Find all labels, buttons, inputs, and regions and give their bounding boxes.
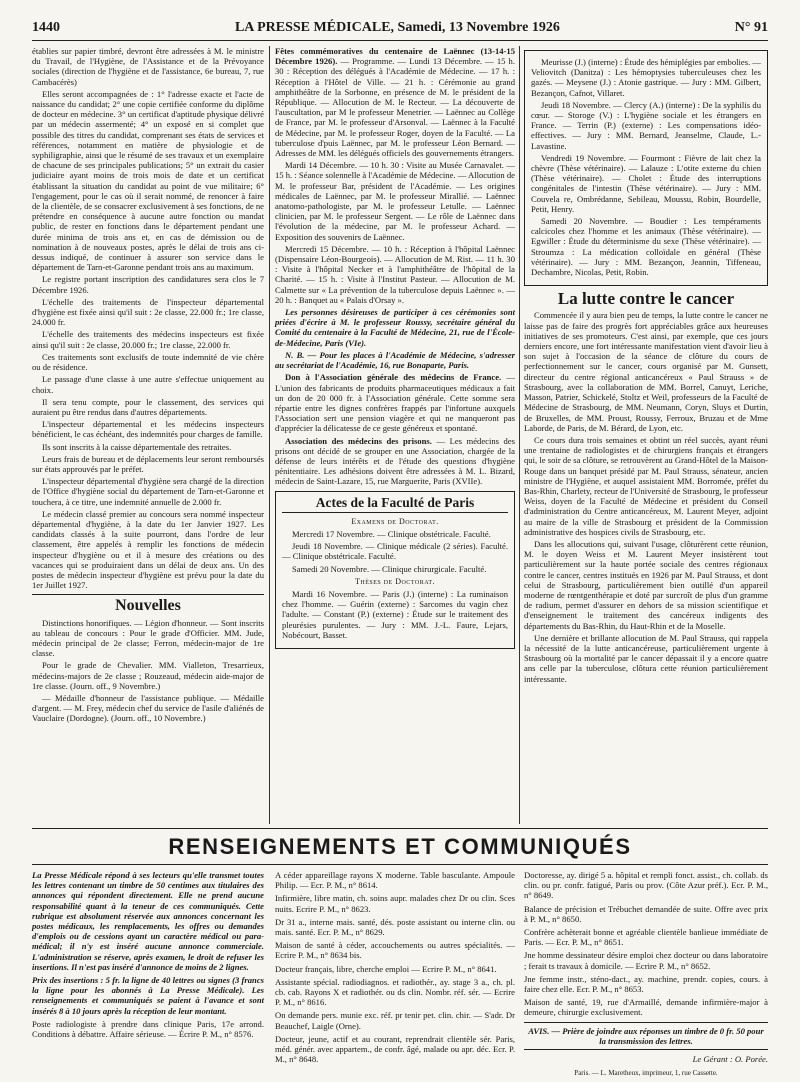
renseignements-column-2 (275, 870, 515, 1066)
nouvelle-item: Pour le grade de Chevalier. MM. Vialleton, Tresarrieux, médecins-majors de 2e classe ; Rouzeaud, médecin aide-major de 1re classe. (Journ. off., 9 Novembre.) (32, 660, 264, 691)
these-item: Mardi 16 Novembre. — Paris (J.) (interne) : La ruminaison chez l'homme. — Guérin (externe) : Sarcomes du vagin chez l'adulte. — Constant (P.) (externe) : Étude sur le traitement des pleurésies purulentes. — Jury : MM. J.-L. Faure, Lejars, Nobécourt, Basset. (282, 588, 508, 640)
don-body: — L'union des fabricants de produits pharmaceutiques médicaux a fait un don de 20 000 fr. à l'Association générale. Cette somme sera répartie entre les dignes confrères frappés par l'infortune auxquels l'Association sert une pension viagère et qui ne manqueront pas d'apprécier la délicatesse de ce geste généreux et spontané. (275, 372, 515, 434)
column-3 (524, 46, 768, 824)
column-2 (275, 46, 515, 824)
ad-item: Dr 31 a., interne mais. santé, dés. poste assistant ou interne clin. ou mais. santé. Ecr. P. M., n° 8629. (275, 916, 515, 938)
prisons-title: Association des médecins des prisons. (285, 435, 432, 446)
renseignements-column-1 (32, 870, 264, 1066)
prisons-body: — Les médecins des prisons ont décidé de se grouper en une Association, chargée de la défense de leurs intérêts et de l'étude des questions d'hygiène pénitentiaire. Les adhésions doivent être adressées à M. L. Bizard, médecin de Saint-Lazare, 15, rue Marguerite, Paris (XVIIe). (275, 435, 515, 487)
laennec-mercredi: Mercredi 15 Décembre. — 10 h. : Réception à l'hôpital Laënnec (Dispensaire Léon-Bourgeois). — Allocution de M. Rist. — 11 h. 30 : Visite à l'hôpital Necker et à l'amphithéâtre de l'hôpital de la Charité. — 15 h. : Visite à l'Institut Pasteur. — Allocution de M. Calmette sur « La prévention de la tuberculose depuis Laënnec ». — 20 h. : Banquet au « Palais d'Orsay ». (275, 243, 515, 305)
theses-continued-box (524, 50, 768, 286)
printer-imprint: Paris. — L. Maretheux, imprimeur, 1, rue Cassette. (574, 1069, 718, 1078)
actes-title: Actes de la Faculté de Paris (315, 494, 475, 510)
avis-notice: AVIS. — Prière de joindre aux réponses un timbre de 0 fr. 50 pour la transmission des lettres. (524, 1022, 768, 1050)
ad-item: Confrère achèterait bonne et agréable clientèle banlieue immédiate de Paris. — Ecr. P. M., n° 8651. (524, 927, 768, 948)
ad-item: Docteur, jeune, actif et au courant, reprendrait clientèle sér. Paris, méd. génér. avec appartem., de confr. âgé, malade ou apr. déc. Ecr. P. M., n° 8648. (275, 1033, 515, 1065)
these-item: Samedi 20 Novembre. — Boudier : Les tempéraments calcicoles chez l'homme et les animaux (Thèse vétérinaire). — Egwiller : Étude du déterminisme du sexe (Thèse vétérinaire). — Stroumza : La médication colloïdale en général (Thèse vétérinaire). — Jury : MM. Bezançon, Jeannin, Tiffeneau, Dechambre, Nicolas, Petit, Robin. (531, 216, 761, 278)
paragraph: Leurs frais de bureau et de déplacements leur seront remboursés sur états approuvés par le préfet. (32, 453, 264, 474)
section-divider (32, 864, 768, 865)
laennec-nb: N. B. — Pour les places à l'Académie de Médecine, s'adresser au secrétariat de l'Académie, 16, rue Bonaparte, Paris. (275, 349, 515, 371)
don-title: Don à l'Association générale des médecins de France. (285, 372, 502, 383)
ad-item: Balance de précision et Trébuchet demandée de suite. Offre avec prix à P. M., n° 8650. (524, 903, 768, 924)
journal-date: LA PRESSE MÉDICALE, Samedi, 13 Novembre 1926 (234, 20, 560, 35)
examen-item: Mercredi 17 Novembre. — Clinique obstétricale. Faculté. (292, 528, 491, 539)
theses-heading: Thèses de Doctorat. (354, 576, 436, 586)
cancer-paragraph: Dans les allocutions qui, suivant l'usage, clôturèrent cette réunion, M. le doyen Weiss et M. Laurent Meyer insistèrent tout particulièrement sur la haute portée sociale des centres régionaux contre le cancer, centres institués en 1926 par M. Paul Strauss, et dont celui de Strasbourg, particulièrement bien outillé d'un appareil moderne de rœntgenthérapie et doté par surcroît de plus d'un gramme de radium, permet d'assurer en dehors de sa mission scientifique et d'enseignement le traitement des cancéreux indigents des départements du Bas-Rhin, du Haut-Rhin et de la Moselle. (524, 538, 768, 631)
gerant-signature: Le Gérant : O. Porée. (692, 1054, 768, 1065)
laennec-program: — Programme. — Lundi 13 Décembre. — 15 h. 30 : Réception des délégués à l'Académie de Médecine. — 17 h. : Réception à l'Hôtel de Ville. — 21 h. : Cérémonie au grand amphithéâtre de la Sorbonne, en présence de M. le président de la République. — Allocution de M. le Recteur. — La découverte de l'auscultation, par M le professeur Menetrier. — Laënnec au Collège de France, par M. le professeur d'Arsonval. — Laënnec à la Faculté de Médecine, par M. le professeur Roger, doyen de la Faculté. — La tuberculose d'puis Laënnec, par M. le professeur Léon Bernard. — Adresses de MM. les délégués officiels des gouvernements étrangers. (275, 56, 515, 159)
column-1 (32, 46, 264, 824)
column-divider (269, 46, 270, 824)
examens-heading: Examens de Doctorat. (351, 516, 439, 526)
paragraph: L'échelle des traitements des médecins inspecteurs est fixée ainsi qu'il suit : 2e classe, 20.000 fr.; 1re classe, 22.000 fr. (32, 329, 264, 350)
section-divider (32, 828, 768, 829)
ad-item: Maison de santé, 19, rue d'Armaillé, demande infirmière-major à demeure, chirurgie exclusivement. (524, 997, 768, 1018)
box-rule (282, 512, 508, 513)
cancer-paragraph: Commencée il y aura bien peu de temps, la lutte contre le cancer ne laisse pas de faire des progrès fort appréciables grâce aux heureuses initiatives de ses promoteurs. C'est ainsi, par exemple, que ces jours derniers encore, une fort intéressante manifestation vient d'avoir lieu à son sujet à l'occasion de la séance de clôture du cours de perfectionnement sur le cancer, cours organisé par M. Gunsett, directeur du centre régional anticancéreux « Paul Strauss » de Strasbourg, avec la collaboration de MM. Borrel, Canuyt, Leriche, Masson, Patrier, Schickelé, Stoltz et Weil, professeurs de la Faculté de Médecine de Strasbourg, de MM. Neumann, Coryn, Sluys et Durtin, de Bruxelles, de MM. Proust, Roussy, Ferroux, Bruzau et de Mme Laborde, de Paris, de M. Bérard, de Lyon, etc. (524, 310, 768, 433)
paragraph: Le médecin classé premier au concours sera nommé inspecteur départemental d'hygiène, à la date du 1er Janvier 1927. Les candidats classés à la suite pourront, dans l'ordre de leur classement, être appelés à remplir les fonctions de médecin inspecteur d'hygiène ou et il à mesure des créations ou des vacances qui se produiraient dans un délai de deux ans. Un des postes de médecin inspecteur d'hygiène est prévu pour la date du 1er Juillet 1927. (32, 508, 264, 591)
cancer-title: La lutte contre le cancer (557, 289, 735, 309)
renseignements-prix: Prix des insertions : 5 fr. la ligne de 40 lettres ou signes (3 francs la ligne pour les abonnés à La Presse Médicale). Les renseignements et communiqués se paient à l'avance et sont insérés 8 à 10 jours après la réception de leur montant. (32, 975, 264, 1016)
examen-item: Jeudi 18 Novembre. — Clinique médicale (2 séries). Faculté. — Clinique obstétricale. Faculté. (282, 541, 508, 562)
paragraph: Elles seront accompagnées de : 1° l'adresse exacte et l'acte de naissance du candidat; 2° une copie certifiée conforme du diplôme de docteur en médecine. 3° un certificat d'aptitude physique délivré par un médecin assermenté; 4° un exposé en si complet que possible des titres du candidat, comprenant ses états de services et références, notamment en matière de physiologie et de syphiligraphie, ainsi que le résumé de ses travaux et un exemplaire de chacune de ses principales publications; 5° un extrait du casier judiciaire ayant moins de trois mois de date et un certificat établissant la situation du candidat au point de vue militaire; 6° l'engagement, pour le cas où il serait nommé, de renoncer à faire de la clientèle, de se consacrer exclusivement à ses fonctions, de ne prétendre en conséquence à aucune autre fonction ou mandat public, de rester en fonctions dans le département pendant une durée minima de trois ans et, en cas de démission ou de nomination à de nouveaux postes, après le délai de trois ans ci-dessus indiqué, de continuer à assurer son service dans le département de Tarn-et-Garonne pendant trois ans au maximum. (32, 88, 264, 273)
cancer-paragraph: Ce cours dura trois semaines et obtint un réel succès, ayant réuni une trentaine de radiologistes et de chirurgiens français et étrangers qui, le soir de sa clôture, se retrouvèrent au Grand-Hôtel de la Maison-Rouge dans un banquet présidé par M. Paul Strauss, sénateur, ancien ministre de l'Hygiène, et auquel assistaient MM. Borromée, préfet du Bas-Rhin, Charlety, recteur de l'Université de Strasbourg, le professeur Weiss, doyen de la Faculté de Médecine et président du Conseil d'administration du Centre anticancéreux, M. Laurent Meyer, adjoint au maire de la ville de Strasbourg et président de la Commission administrative des hospices civils de Strasbourg, etc. (524, 434, 769, 537)
paragraph: Le passage d'une classe à une autre s'effectue uniquement au choix. (32, 374, 264, 395)
ad-item: Jne homme dessinateur désire emploi chez docteur ou dans laboratoire ; ferait ts travaux à domicile. — Ecrire P. M., n° 8652. (524, 950, 768, 971)
paragraph: Ces traitements sont exclusifs de toute indemnité de vie chère ou de résidence. (32, 351, 264, 373)
ad-item: Docteur français, libre, cherche emploi — Ecrire P. M., n° 8641. (275, 963, 497, 974)
ad-item: Maison de santé à céder, accouchements ou autres spécialités. — Ecrire P. M., n° 8634 bis. (275, 940, 515, 961)
renseignements-title: RENSEIGNEMENTS ET COMMUNIQUÉS (168, 834, 632, 859)
actes-faculte-box (275, 491, 515, 649)
laennec-title: Fêtes commémoratives du centenaire de Laënnec (13-14-15 Décembre 1926). (275, 46, 515, 67)
laennec-note: Les personnes désireuses de participer à ces cérémonies sont priées d'écrire à M. le professeur Roussy, secrétaire général du Comité du centenaire à la Faculté de Médecine, 21, rue de l'École-de-Médecine, Paris (VIe). (275, 307, 515, 348)
paragraph: Ils sont inscrits à la caisse départementale des retraites. (42, 441, 232, 452)
ad-item: Doctoresse, ay. dirigé 5 a. hôpital et rempli fonct. assist., ch. collab. ds clin. ou pr. confr. fatigué, Paris ou prov. (Côte Azur préf.). Ecr. P. M., n° 8649. (524, 870, 768, 901)
cancer-paragraph: Une dernière et brillante allocution de M. Paul Strauss, qui rappela la nécessité de la lutte anticancéreuse, particulièrement urgente à Strasbourg où la mortalité par le cancer dépassait il y a encore quatre ans celle par la tuberculose, clôtura cette réunion particulièrement intéressante. (524, 632, 768, 684)
ad-item: Infirmière, libre matin, ch. soins aupr. malades chez Dr ou clin. Sces nuits. Ecrire P. M., n° 8623. (275, 893, 515, 914)
page-header (32, 16, 768, 41)
page-number: 1440 (32, 20, 60, 35)
nouvelle-item: Distinctions honorifiques. — Légion d'honneur. — Sont inscrits au tableau de concours : Pour le grade d'Officier. MM. Jude, médecin principal de 2e classe; Ferron, médecin-major de 1re classe. (32, 617, 264, 659)
examen-item: Samedi 20 Novembre. — Clinique chirurgicale. Faculté. (292, 563, 487, 574)
renseignements-intro: La Presse Médicale répond à ses lecteurs qu'elle transmet toutes les lettres contenant un timbre de 50 centimes aux titulaires des annonces qui répondent directement. Elle ne prend aucune responsabilité quant à la teneur de ces communiqués. Cette rubrique est absolument réservée aux annonces concernant les postes médicaux, les remplacements, les offres ou demandes d'emplois ou de cessions ayant un caractère médical ou para-médical; il n'y est inséré aucune annonce commerciale. L'administration se réserve, après examen, le droit de refuser les insertions. Il n'est pas inséré d'annonce de moins de 2 lignes. (32, 870, 264, 972)
paragraph: établies sur papier timbré, devront être adressées à M. le ministre du Travail, de l'Hygiène, de l'Assistance et de la Prévoyance sociales (direction de l'hygiène et de l'assistance, 6e bureau, 7, rue Cambacérès) (32, 46, 264, 87)
paragraph: L'échelle des traitements de l'inspecteur départemental d'hygiène est fixée ainsi qu'il suit : 2e classe, 22.000 fr.; 1re classe, 24.000 fr. (32, 296, 264, 328)
ad-item: A céder appareillage rayons X moderne. Table basculante. Ampoule Philip. — Ecr. P. M., n° 8614. (275, 870, 515, 891)
these-item: Vendredi 19 Novembre. — Fourmont : Fièvre de lait chez la chèvre (Thèse vétérinaire). — Lalauze : L'otite externe du chien (Thèse vétérinaire). — Cholet : Étude des interruptions congénitales de l'intestin (Thèse vétérinaire). — Jury : MM. Couvela re, Ombrédanne, Sebileau, Moussu, Robin, Bourdelle, Petit, Henry. (531, 152, 761, 214)
ad-item: Poste radiologiste à prendre dans clinique Paris, 17e arrond. Conditions à débattre. Affaire sérieuse. — Écrire P. M., n° 8576. (32, 1018, 264, 1040)
paragraph: Il sera tenu compte, pour le classement, des services qui auraient pu être rendus dans d'autres départements. (32, 396, 264, 417)
ad-item: On demande pers. munie exc. réf. pr tenir pet. clin. chir. — S'adr. Dr Beauchef, Laigle (Orne). (275, 1010, 515, 1031)
paragraph: L'inspecteur départemental et les médecins inspecteurs bénéficient, le cas échéant, des indemnités pour charges de famille. (32, 419, 264, 440)
these-item: Meurisse (J.) (interne) : Étude des hémiplégies par embolies. — Veliovitch (Danitza) : Les hémoptysies tuberculeuses chez les gazés. — Meysene (J.) : Atonie gastrique. — Jury : MM. Gilbert, Bezançon, Cafnot, Villaret. (531, 57, 761, 98)
section-rule (32, 594, 264, 595)
ad-item: Jne femme instr., sténo-dact., ay. machine, prendr. copies, cours. à faire chez elle. Ecr. P. M., n° 8653. (524, 973, 768, 995)
nouvelles-title: Nouvelles (115, 597, 181, 615)
ad-item: Assistante spécial. radiodiagnos. et radiothér., ay. stage 3 a., ch. pl. cb. cab. Rayons X et radiothér. ou ds clin. Nombr. réf. sér. — Ecrire P. M., n° 8616. (275, 976, 515, 1008)
renseignements-column-3 (524, 870, 768, 1078)
column-divider (519, 46, 520, 824)
paragraph: Le registre portant inscription des candidatures sera clos le 7 Décembre 1926. (32, 274, 264, 295)
issue-number: N° 91 (734, 20, 768, 35)
laennec-mardi: Mardi 14 Décembre. — 10 h. 30 : Visite au Musée Carnavalet. — 15 h. : Séance solennelle à l'Académie de Médecine. — Allocution de M. le professeur Bar, président de l'Académie. — Les origines médicales de Laënnec, par M. le professeur Mirallié. — Laënnec anatomo-pathologiste, par M. le professeur Letulle. — Laënnec clinicien, par M. le professeur Sergent. — Le rôle de Laënnec dans l'évolution de la médecine, par M. le professeur Achard. — Exposition des souvenirs de Laënnec. (275, 160, 515, 242)
paragraph: L'inspecteur départemental d'hygiène sera chargé de la direction de l'Office d'hygiène social du département de Tarn-et-Garonne et touchera, à ce titre, une indemnité annuelle de 2.000 fr. (32, 476, 264, 507)
these-item: Jeudi 18 Novembre. — Clercy (A.) (interne) : De la syphilis du cœur. — Storoge (V.) : L'hygiène sociale et les étrangers en France. — Terrin (P.) (externe) : Les compensations idéo-effectives. — Jury : MM. Bernard, Jeanselme, Claude, L.-Lavastine. (531, 99, 761, 151)
nouvelle-item: — Médaille d'honneur de l'assistance publique. — Médaille d'argent. — M. Frey, médecin chef du service de l'asile d'aliénés de Vauclaire (Dordogne). (Journ. off., 10 Novembre.) (32, 692, 264, 724)
